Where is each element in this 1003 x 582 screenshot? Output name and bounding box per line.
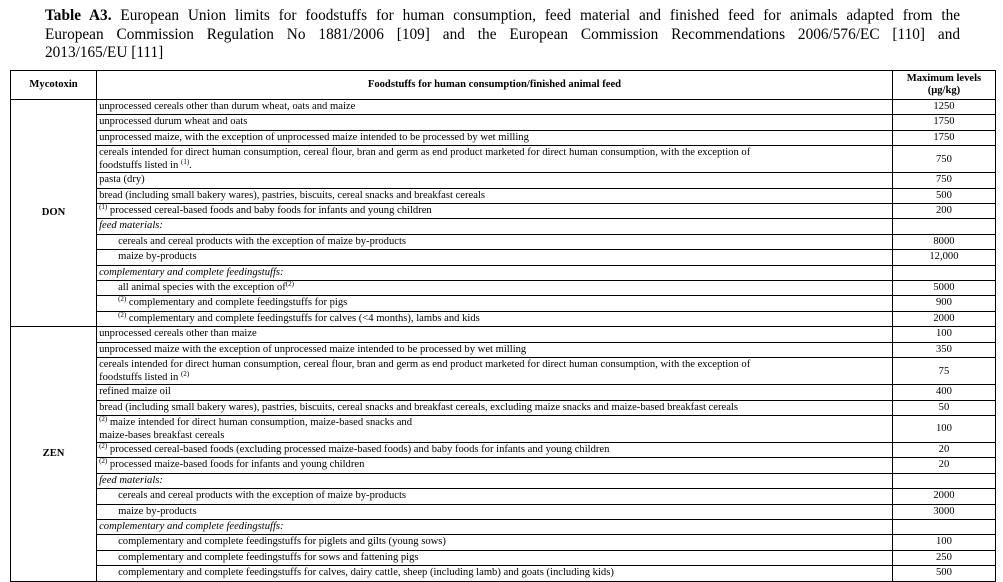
foodstuff-text: cereals and cereal products with the exception of maize by-products [118,235,407,247]
foodstuff-cell [97,265,893,280]
table-row [11,265,996,280]
table-row [11,204,996,219]
caption-text-1: European Union limits for foodstuffs for human consumption, feed material and finished feed for animals adapted from the [120,7,961,24]
table-row [11,100,996,115]
foodstuff-cell [97,188,893,203]
table-caption [45,7,960,63]
foodstuff-text: complementary and complete feedingstuffs for calves (<4 months), lambs and kids [128,312,480,324]
max-level-cell: 2000 [892,311,995,326]
mycotoxin-cell: ZEN [11,327,97,581]
table-row [11,188,996,203]
mycotoxin-cell: DON [11,100,97,327]
max-level-cell: 250 [892,550,995,565]
table-row [11,358,996,385]
foodstuff-text: bread (including small bakery wares), pastries, biscuits, cereal snacks and breakfast cereals [99,189,486,201]
table-row [11,458,996,473]
mycotoxin-limits-table [10,70,996,582]
foodstuff-cell [97,173,893,188]
max-level-cell: 750 [892,173,995,188]
foodstuff-text-end: . [189,160,192,172]
max-level-cell: 1750 [892,115,995,130]
foodstuff-cell [97,442,893,457]
foodstuff-cell [97,115,893,130]
caption-line-3: 2013/165/EU [111] [45,44,164,61]
footnote-ref: (2) [181,370,190,379]
max-level-cell: 50 [892,400,995,415]
table-row [11,415,996,442]
foodstuff-cell [97,100,893,115]
footnote-ref: (2) [99,441,108,450]
max-level-cell: 1750 [892,130,995,145]
foodstuff-text: unprocessed cereals other than maize [99,328,257,340]
table-row [11,473,996,488]
max-level-cell: 500 [892,188,995,203]
header-mycotoxin: Mycotoxin [11,71,97,100]
foodstuff-cell [97,504,893,519]
foodstuff-text: processed cereal-based foods (excluding processed maize-based foods) and baby foods for infants and young children [109,443,610,455]
max-level-cell: 1250 [892,100,995,115]
foodstuff-cell [97,458,893,473]
foodstuff-cell [97,296,893,311]
foodstuff-text: unprocessed maize, with the exception of unprocessed maize intended to be processed by wet milling [99,131,529,143]
max-level-cell: 2000 [892,489,995,504]
max-level-cell [892,219,995,234]
foodstuff-cell [97,204,893,219]
footnote-ref: (1) [181,158,190,167]
foodstuff-text: bread (including small bakery wares), pastries, biscuits, cereal snacks and breakfast cereals, excluding maize snacks and maize-based breakfast cereals [99,401,738,413]
foodstuff-text: complementary and complete feedingstuffs for calves, dairy cattle, sheep (including lamb) and goats (including kids) [118,567,614,579]
table-row [11,296,996,311]
table-row [11,219,996,234]
max-level-cell: 20 [892,458,995,473]
table-row [11,327,996,342]
max-level-cell [892,265,995,280]
foodstuff-text: processed maize-based foods for infants and young children [109,459,365,471]
foodstuff-cell [97,566,893,581]
max-level-cell: 400 [892,385,995,400]
header-max-levels [892,71,995,100]
table-row [11,311,996,326]
footnote-ref: (1) [99,203,108,212]
table-row [11,442,996,457]
max-level-cell: 100 [892,327,995,342]
foodstuff-text: cereals intended for direct human consumption, cereal flour, bran and germ as end product marketed for direct human consumption, with the exception of [99,359,751,371]
foodstuff-text: cereals and cereal products with the exception of maize by-products [118,490,407,502]
foodstuff-cell [97,342,893,357]
foodstuff-text: unprocessed durum wheat and oats [99,116,248,128]
max-level-cell: 20 [892,442,995,457]
max-level-cell: 750 [892,146,995,173]
max-level-cell: 200 [892,204,995,219]
foodstuff-text: unprocessed cereals other than durum wheat, oats and maize [99,101,356,112]
foodstuff-cell [97,311,893,326]
max-level-cell [892,473,995,488]
table-row [11,173,996,188]
foodstuff-text: complementary and complete feedingstuffs: [99,520,284,532]
table-row [11,566,996,581]
table-row [11,519,996,534]
max-level-cell: 900 [892,296,995,311]
foodstuff-text: pasta (dry) [99,174,145,186]
max-level-cell: 100 [892,415,995,442]
foodstuff-cell [97,400,893,415]
foodstuff-cell [97,250,893,265]
table-body [11,100,996,582]
foodstuff-text: maize intended for direct human consumption, maize-based snacks and [109,416,413,428]
max-level-cell: 12,000 [892,250,995,265]
foodstuff-cell [97,535,893,550]
table-row [11,385,996,400]
header-foodstuffs: Foodstuffs for human consumption/finished animal feed [97,71,893,100]
footnote-ref: (2) [285,280,294,289]
foodstuff-cell [97,130,893,145]
foodstuff-cell [97,519,893,534]
foodstuff-cell [97,473,893,488]
max-level-cell: 500 [892,566,995,581]
max-level-cell [892,519,995,534]
footnote-ref: (2) [99,414,108,423]
max-level-cell: 3000 [892,504,995,519]
foodstuff-text: complementary and complete feedingstuffs for piglets and gilts (young sows) [118,536,446,548]
table-row [11,400,996,415]
foodstuff-cell [97,550,893,565]
foodstuff-cell [97,234,893,249]
footnote-ref: (2) [118,295,127,304]
table-row [11,130,996,145]
foodstuff-cell [97,489,893,504]
foodstuff-cell [97,146,893,173]
table-row [11,550,996,565]
foodstuff-text: unprocessed maize with the exception of unprocessed maize intended to be processed by wet milling [99,343,527,355]
max-level-cell: 75 [892,358,995,385]
table-row [11,535,996,550]
foodstuff-text: all animal species with the exception of [118,282,286,294]
header-max-line1: Maximum levels [906,72,982,84]
table-row [11,281,996,296]
foodstuff-cell [97,327,893,342]
foodstuff-text-cont: foodstuffs listed in [99,372,179,384]
caption-line-2: European Commission Regulation No 1881/2006 [109] and the European Commission Recommendations 2006/576/EC [110] and [45,25,960,43]
foodstuff-cell [97,385,893,400]
max-level-cell: 350 [892,342,995,357]
foodstuff-text: feed materials: [99,220,163,232]
table-row [11,489,996,504]
max-level-cell: 100 [892,535,995,550]
header-row [11,71,996,100]
foodstuff-cell [97,219,893,234]
foodstuff-cell [97,358,893,385]
header-max-line2: (μg/kg) [927,85,961,96]
foodstuff-text: refined maize oil [99,386,171,398]
table-row [11,115,996,130]
foodstuff-text: complementary and complete feedingstuffs for sows and fattening pigs [118,551,419,563]
foodstuff-text: complementary and complete feedingstuffs: [99,266,284,278]
table-row [11,250,996,265]
foodstuff-text: feed materials: [99,474,163,486]
foodstuff-text-cont: foodstuffs listed in [99,160,179,172]
table-row [11,342,996,357]
foodstuff-text: complementary and complete feedingstuffs for pigs [128,297,348,309]
foodstuff-cell [97,415,893,442]
foodstuff-text: maize by-products [118,251,197,263]
table-row [11,504,996,519]
footnote-ref: (2) [118,310,127,319]
max-level-cell: 5000 [892,281,995,296]
foodstuff-text: maize by-products [118,505,197,517]
foodstuff-cell [97,281,893,296]
foodstuff-text: processed cereal-based foods and baby foods for infants and young children [109,205,432,217]
caption-label: Table A3. [45,7,112,24]
max-level-cell: 8000 [892,234,995,249]
table-row [11,146,996,173]
caption-line-1 [45,7,960,26]
table-row [11,234,996,249]
foodstuff-text-cont: maize-bases breakfast cereals [99,429,225,441]
foodstuff-text: cereals intended for direct human consumption, cereal flour, bran and germ as end product marketed for direct human consumption, with the exception of [99,147,751,159]
footnote-ref: (2) [99,457,108,466]
